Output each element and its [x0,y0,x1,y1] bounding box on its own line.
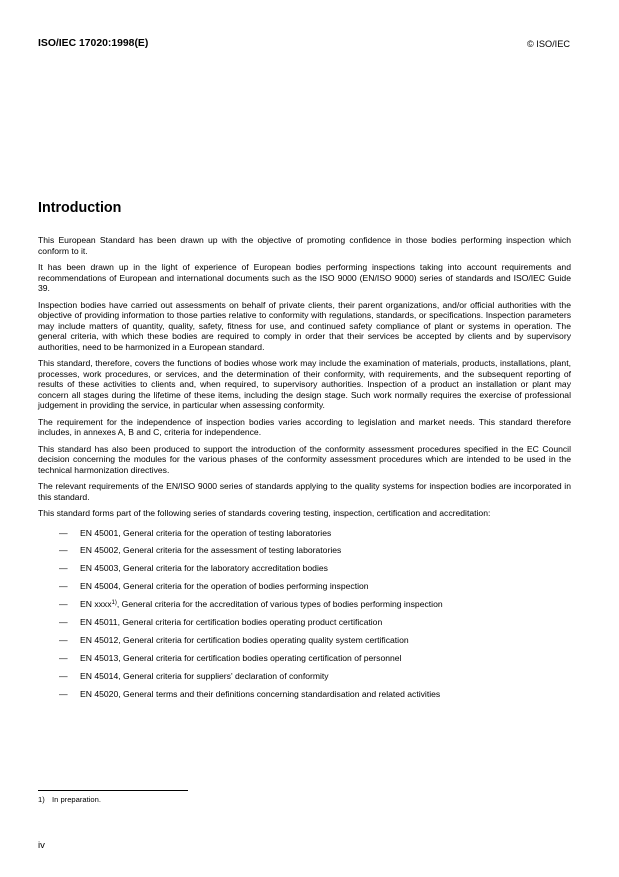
list-item [38,617,571,628]
standard-title: , General criteria for certification bodies operating product certification [117,616,383,627]
list-item [38,653,571,664]
standard-title: , General criteria for the operation of bodies performing inspection [118,581,369,592]
standard-title: , General criteria for certification bodies operating certification of personnel [118,652,402,663]
standard-title: , General criteria for certification bodies operating quality system certification [118,634,409,645]
section-title: Introduction [38,200,122,216]
paragraph: The requirement for the independence of inspection bodies varies according to legislation and market needs. This standard therefore includes, in annexes A, B and C, criteria for independence. [38,416,571,437]
copyright-notice: © ISO/IEC [526,39,570,49]
standard-title: , General criteria for the assessment of testing laboratories [118,545,342,556]
dash-marker: — [59,688,68,699]
paragraph: This standard forms part of the following series of standards covering testing, inspection, certification and accreditation: [38,508,491,518]
standard-code: EN 45020 [80,688,119,699]
list-item [38,635,571,646]
standard-code: EN xxxx [80,599,112,610]
introduction-section [38,200,571,706]
standard-title: , General criteria for the operation of testing laboratories [118,527,332,538]
list-item [38,563,571,574]
list-item [38,689,571,700]
document-id: ISO/IEC 17020:1998(E) [38,38,149,49]
footnote [38,795,101,804]
paragraph: The relevant requirements of the EN/ISO 9000 series of standards applying to the quality systems for inspection bodies are incorporated in this standard. [38,481,571,502]
list-item [38,545,571,556]
paragraph: This European Standard has been drawn up with the objective of promoting confidence in those bodies performing inspection which conform to it. [38,235,571,256]
dash-marker: — [59,634,68,645]
footnote-reference[interactable]: 1) [111,600,117,607]
standard-title: , General criteria for the laboratory accreditation bodies [118,563,328,574]
standard-code: EN 45001 [80,527,119,538]
standard-code: EN 45011 [80,616,118,627]
footnote-text: In preparation. [52,795,101,804]
footnote-divider [38,790,188,791]
paragraph: This standard, therefore, covers the functions of bodies whose work may include the examination of materials, products, installations, plant, processes, work procedures, or services, and the determination of their conformity, with requirements, and the subsequent reporting of results of these activities to clients and, when required, to supervisory authorities. Inspection of a product an installation or plant may concern all stages during the lifetime of these items, including the design stage. Such work normally requires the exercise of professional judgement in providing the service, in particular when assessing conformity. [38,358,571,410]
standard-title: , General terms and their definitions concerning standardisation and related activities [118,688,441,699]
list-item [38,528,571,539]
dash-marker: — [59,652,68,663]
standard-code: EN 45002 [80,545,119,556]
list-item [38,599,571,610]
dash-marker: — [59,599,68,610]
dash-marker: — [59,545,68,556]
paragraph: It has been drawn up in the light of experience of European bodies performing inspections taking into account requirements and recommendations of European and international documents such as the ISO 9000 (EN/ISO 9000) series of standards and ISO/IEC Guide 39. [38,262,571,293]
dash-marker: — [59,581,68,592]
dash-marker: — [59,563,68,574]
standard-code: EN 45003 [80,563,119,574]
dash-marker: — [59,616,68,627]
standard-code: EN 45012 [80,634,119,645]
footnote-mark: 1) [38,795,45,804]
standard-code: EN 45014 [80,670,119,681]
list-item [38,581,571,592]
standard-code: EN 45004 [80,581,119,592]
standard-code: EN 45013 [80,652,119,663]
standards-list [38,528,571,700]
page-number: iv [38,840,45,851]
dash-marker: — [59,527,68,538]
paragraph: This standard has also been produced to support the introduction of the conformity assessment procedures specified in the EC Council decision concerning the modules for the various phases of the conformity assessment procedures which are intended to be used in the technical harmonization directives. [38,443,571,475]
dash-marker: — [59,670,68,681]
paragraph: Inspection bodies have carried out assessments on behalf of private clients, their parent organizations, and/or official authorities with the objective of providing information to those parties relative to conformity with regulations, standards, or specifications. Inspection parameters may include matters of quantity, quality, safety, fitness for use, and continued safety compliance of plant or systems in operation. The general criteria, with which these bodies are required to comply in order that their services be accepted by clients and by supervisory authorities, need to be harmonized in a European standard. [38,299,571,352]
list-item [38,671,571,682]
standard-title: , General criteria for the accreditation of various types of bodies performing inspection [116,599,443,610]
standard-title: , General criteria for suppliers' declaration of conformity [118,670,329,681]
